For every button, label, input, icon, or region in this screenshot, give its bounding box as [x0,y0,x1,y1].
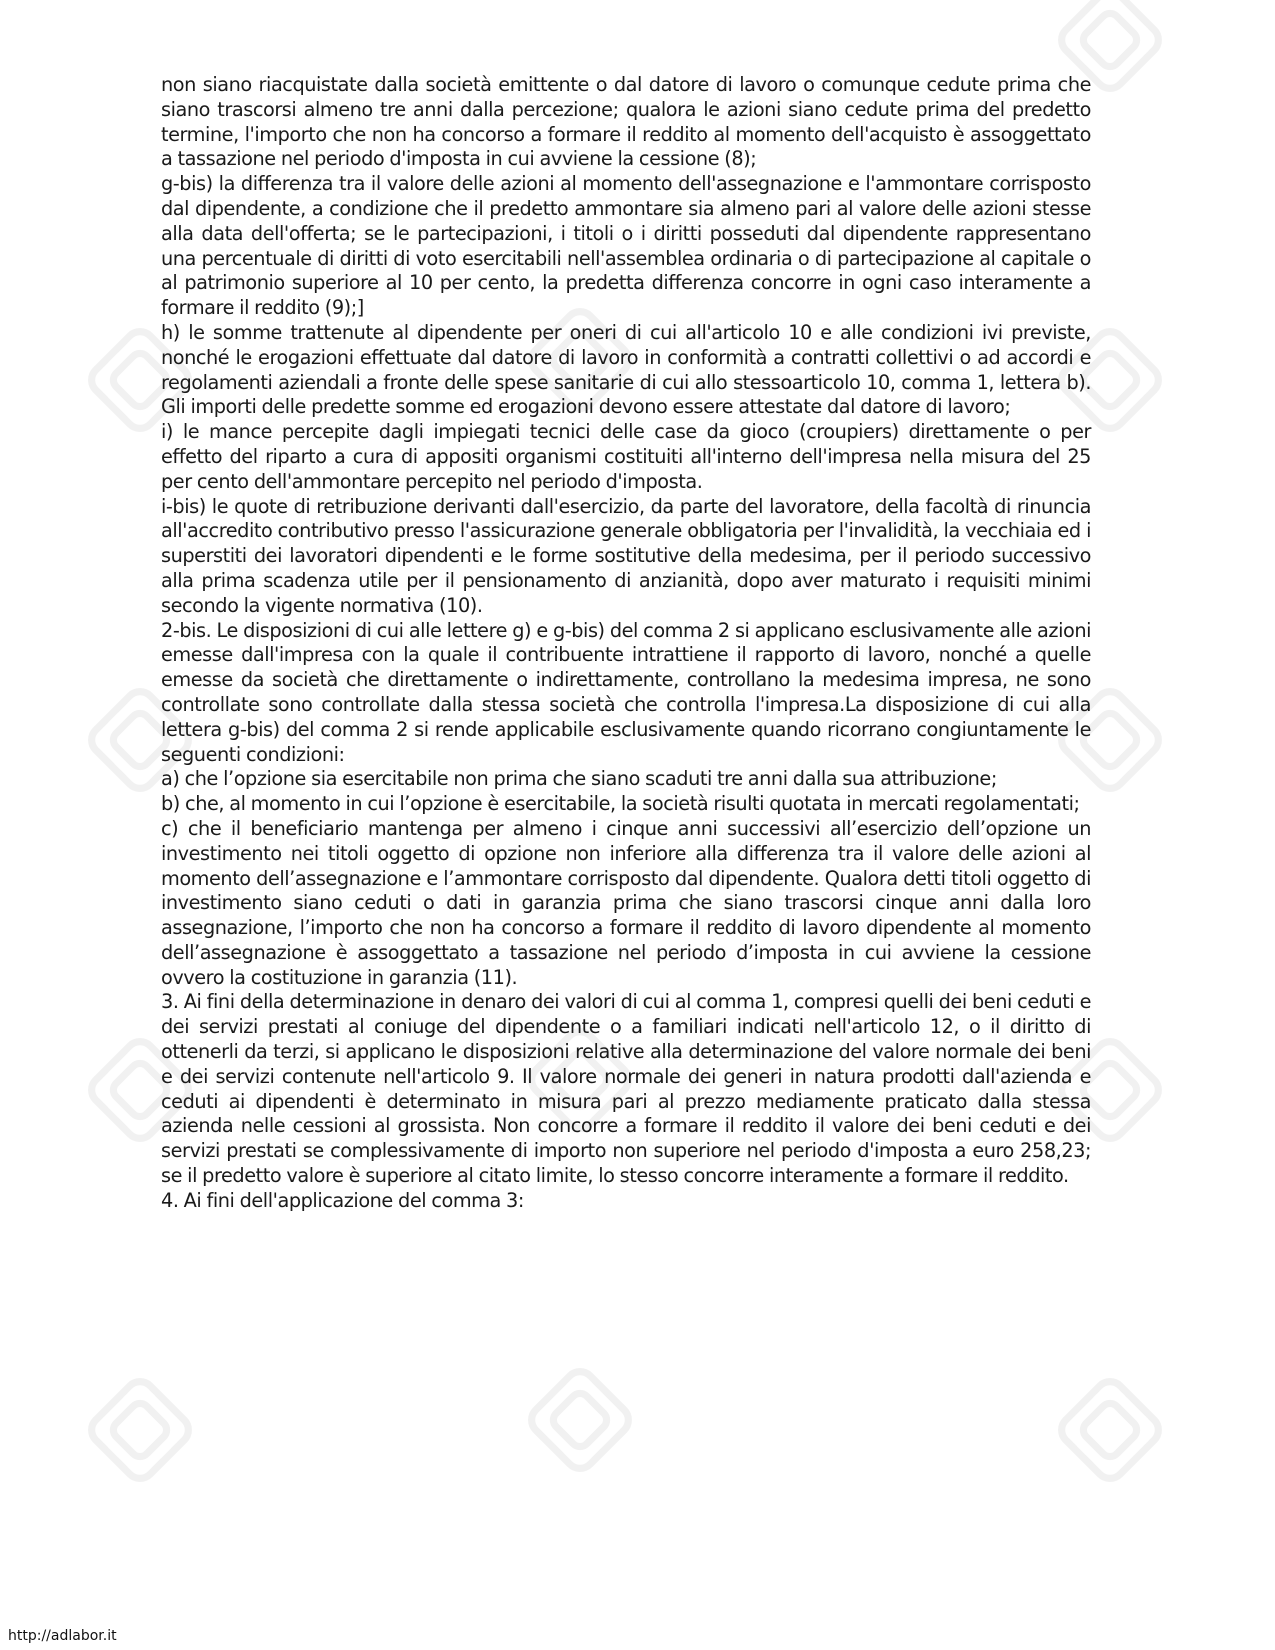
paragraph: g-bis) la differenza tra il valore delle azioni al momento dell'assegnazione e l'ammontare corrisposto dal dipendente, a condizione che il predetto ammontare sia almeno pari al valore delle azioni stesse alla data dell'offerta; se le partecipazioni, i titoli o i diritti posseduti dal dipendente rappresentano una percentuale di diritti di voto esercitabili nell'assemblea ordinaria o di partecipazione al capitale o al patrimonio superiore al 10 per cento, la predetta differenza concorre in ogni caso interamente a formare il reddito (9);] [161,172,1091,320]
paragraph: a) che l’opzione sia esercitabile non prima che siano scaduti tre anni dalla sua attribuzione; [161,767,997,791]
paragraph: b) che, al momento in cui l’opzione è esercitabile, la società risulti quotata in mercati regolamentati; [161,792,1080,816]
paragraph: non siano riacquistate dalla società emittente o dal datore di lavoro o comunque cedute prima che siano trascorsi almeno tre anni dalla percezione; qualora le azioni siano cedute prima del predetto termine, l'importo che non ha concorso a formare il reddito al momento dell'acquisto è assoggettato a tassazione nel periodo d'imposta in cui avviene la cessione (8); [161,73,1091,171]
adlabor-logo-icon [80,1370,200,1490]
paragraph: i) le mance percepite dagli impiegati tecnici delle case da gioco (croupiers) direttamente o per effetto del riparto a cura di appositi organismi costituiti all'interno dell'impresa nella misura del 25 per cento dell'ammontare percepito nel periodo d'imposta. [161,420,1091,493]
paragraph: c) che il beneficiario mantenga per almeno i cinque anni successivi all’esercizio dell’opzione un investimento nei titoli oggetto di opzione non inferiore alla differenza tra il valore delle azioni al momento dell’assegnazione e l’ammontare corrisposto dal dipendente. Qualora detti titoli oggetto di investimento siano ceduti o dati in garanzia prima che siano trascorsi cinque anni dalla loro assegnazione, l’importo che non ha concorso a formare il reddito di lavoro dipendente al momento dell’assegnazione è assoggettato a tassazione nel periodo d’imposta in cui avviene la cessione ovvero la costituzione in garanzia (11). [161,816,1091,989]
document-body [161,73,1091,1214]
paragraph: i-bis) le quote di retribuzione derivanti dall'esercizio, da parte del lavoratore, della facoltà di rinuncia all'accredito contributivo presso l'assicurazione generale obbligatoria per l'invalidità, la vecchiaia ed i superstiti dei lavoratori dipendenti e le forme sostitutive della medesima, per il periodo successivo alla prima scadenza utile per il pensionamento di anzianità, dopo aver maturato i requisiti minimi secondo la vigente normativa (10). [161,494,1091,617]
adlabor-logo-icon [1050,1370,1170,1490]
paragraph: 4. Ai fini dell'applicazione del comma 3: [161,1188,524,1212]
paragraph: 2-bis. Le disposizioni di cui alle lettere g) e g-bis) del comma 2 si applicano esclusivamente alle azioni emesse dall'impresa con la quale il contribuente intrattiene il rapporto di lavoro, nonché a quelle emesse da società che direttamente o indirettamente, controllano la medesima impresa, ne sono controllate sono controllate dalla stessa società che controlla l'impresa.La disposizione di cui alla lettera g-bis) del comma 2 si rende applicabile esclusivamente quando ricorrano congiuntamente le seguenti condizioni: [161,618,1091,766]
paragraph: h) le somme trattenute al dipendente per oneri di cui all'articolo 10 e alle condizioni ivi previste, nonché le erogazioni effettuate dal datore di lavoro in conformità a contratti collettivi o ad accordi e regolamenti aziendali a fronte delle spese sanitarie di cui allo stessoarticolo 10, comma 1, lettera b). Gli importi delle predette somme ed erogazioni devono essere attestate dal datore di lavoro; [161,320,1091,419]
paragraph: 3. Ai fini della determinazione in denaro dei valori di cui al comma 1, compresi quelli dei beni ceduti e dei servizi prestati al coniuge del dipendente o a familiari indicati nell'articolo 12, o il diritto di ottenerli da terzi, si applicano le disposizioni relative alla determinazione del valore normale dei beni e dei servizi contenute nell'articolo 9. Il valore normale dei generi in natura prodotti dall'azienda e ceduti ai dipendenti è determinato in misura pari al prezzo mediamente praticato dalla stessa azienda nelle cessioni al grossista. Non concorre a formare il reddito il valore dei beni ceduti e dei servizi prestati se complessivamente di importo non superiore nel periodo d'imposta a euro 258,23; se il predetto valore è superiore al citato limite, lo stesso concorre interamente a formare il reddito. [161,990,1091,1188]
footer-url[interactable]: http://adlabor.it [8,1628,117,1644]
adlabor-logo-icon [520,1360,640,1480]
